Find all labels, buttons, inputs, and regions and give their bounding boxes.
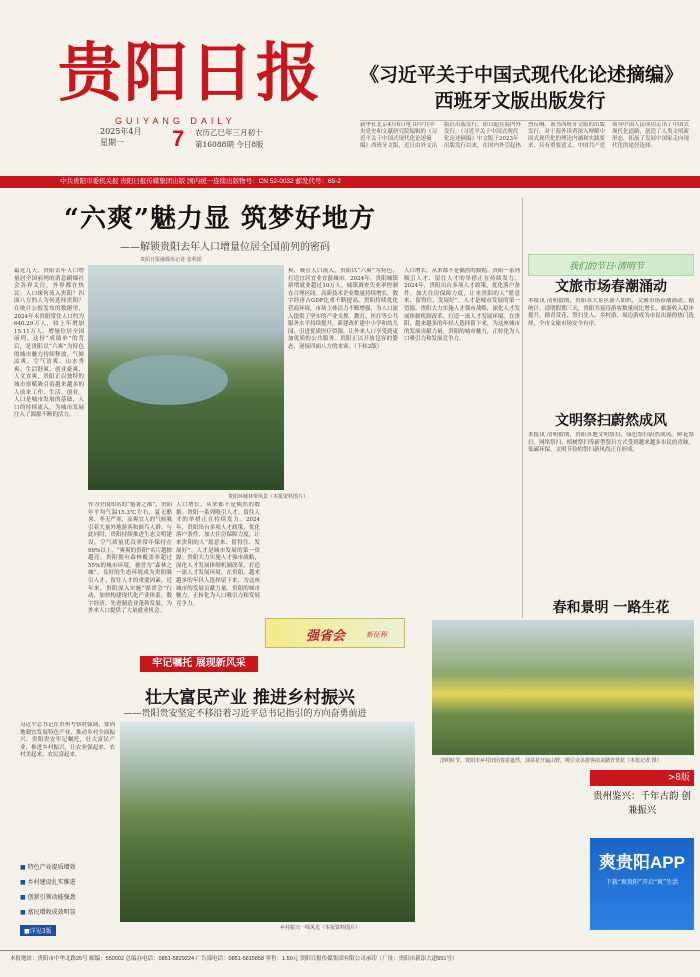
newspaper-logo-english: GUIYANG DAILY bbox=[115, 116, 236, 126]
article-column-1: 最近几天，贵阳去年人口增量居全国前列的消息刷爆社会各界关注，外界都在热议：人口缘何流入贵阳？四面八方的人为何选择贵阳？在统计公报发布的数据里，2024年末贵阳常住人口约为640.29万人，较上年增加15.11万人，增量位居全国前列。这份“成绩单”的背后，是贵阳以“六爽”为特色的城市魅力持续释放。气候凉爽、空气清爽、山水秀爽、生活舒爽、创业豪爽、人文直爽，贵阳正以独特的城市禀赋吸引着越来越多的人前来工作、生活、创业。人口是城市发展的基础，人口的持续流入，为城市发展注入了源源不断的活力。 bbox=[14, 268, 84, 419]
byline: 贵阳日报融媒体记者 张利娟 bbox=[140, 257, 202, 263]
banner-slogan: 强省会 bbox=[306, 629, 346, 644]
lake-shape bbox=[108, 355, 228, 405]
rural-revitalization-subheadline: ——贵阳贵安坚定不移沿着习近平总书记指引的方向奋勇前进 bbox=[123, 709, 367, 719]
rural-photo-caption: 乡村振兴一线风光（本报资料图片） bbox=[280, 925, 361, 931]
app-name: 爽贵阳APP bbox=[599, 853, 685, 872]
publication-info-bar: 中共贵阳市委机关报 贵阳日报传媒集团出版 国内统一连续出版物号：CN 52-0032 邮发代号：65-2 bbox=[0, 176, 700, 188]
footer: 本报地址：贵阳市中华北路25号 邮编：550002 总编办电话：0851-5829224 广告部电话：0851-5815858 零售：1.50元 贵阳日报传媒集团有限公司承印（厂址：贵阳市新添大道551号） bbox=[0, 950, 700, 977]
highlight-item: ■ 创新引领动能强劲 bbox=[20, 890, 115, 905]
lead-title-line-2: 西班牙文版出版发行 bbox=[434, 90, 606, 112]
rural-revitalization-headline[interactable]: 壮大富民产业 推进乡村振兴 bbox=[145, 688, 355, 708]
rural-revitalization-intro: 习近平总书记在贵州考察时强调，要因地制宜发展特色产业，推动乡村全面振兴。贵阳贵安牢记嘱托，壮大富民产业，推进乡村振兴，让农业强起来、农村美起来、农民富起来。 bbox=[20, 722, 115, 759]
article-column-5: 人口增长，从来都不是偶然的数据。贵阳一系列吸引人才、留住人才的举措正在持续发力。2024年，贵阳出台多项人才政策，优化落户条件，加大住房保障力度，让来贵阳的人“愿意来、留得住、发展好”。人才是城市发展的第一资源。贵阳大力实施人才强市战略，深化人才发展体制机制改革，打造一流人才发展环境。在贵阳，越来越多的年轻人选择留下来，为这座城市的发展贡献力量。贵阳的城市魅力，正转化为人口吸引力和发展竞争力。 bbox=[404, 268, 520, 343]
article-title-culture-tourism[interactable]: 文旅市场春潮涌动 bbox=[555, 279, 667, 295]
main-photo bbox=[88, 265, 284, 490]
rural-photo bbox=[120, 722, 415, 922]
page-number: 7 bbox=[172, 126, 185, 151]
photo-title-spring[interactable]: 春和景明 一路生花 bbox=[552, 600, 670, 616]
banner-sub: 新征程 bbox=[366, 631, 387, 639]
app-advertisement[interactable] bbox=[590, 838, 694, 930]
highlight-item: ■ 特色产业提质增效 bbox=[20, 860, 115, 875]
date: 2025年4月 bbox=[100, 127, 142, 136]
spring-photo-caption: 清明时节，贵阳市乡村田园春意盎然，油菜花开遍山野，吸引众多游客前来踏青赏花（本报记者 摄） bbox=[440, 758, 662, 764]
teaser-page-tag[interactable]: >8版 bbox=[590, 770, 694, 786]
article-body-culture-tourism: 本报讯 清明假期，贵阳各大景区游人如织，文旅市场春潮涌动。据统计，清明假期三天，贵阳共接待游客数量同比增长，旅游收入稳步提升。踏青赏花、祭扫先人、乡村游、周边游成为市民出游的热门选择，全市文旅市场安全有序。 bbox=[528, 298, 694, 327]
qiang-sheng-hui-banner bbox=[265, 618, 405, 648]
weekday: 星期一 bbox=[100, 138, 124, 147]
continued-tag[interactable]: ■详见3版 bbox=[20, 925, 56, 936]
column-divider bbox=[522, 198, 523, 618]
teaser-headline[interactable]: 贵州鉴兴：千年古韵 创兼振兴 bbox=[592, 791, 692, 816]
main-photo-caption: 贵阳环城林带风景（本报资料图片） bbox=[228, 494, 309, 500]
lead-title-line-1: 《习近平关于中国式现代化论述摘编》 bbox=[360, 64, 684, 86]
highlight-item: ■ 富民增收成效明显 bbox=[20, 905, 115, 920]
main-subheadline: ——解锁贵阳去年人口增量位居全国前列的密码 bbox=[120, 242, 330, 253]
newspaper-logo: 贵阳日报 bbox=[58, 36, 322, 111]
divider bbox=[360, 120, 690, 121]
app-slogan: 下载“爽贵阳”开启“爽”生活 bbox=[605, 879, 679, 886]
article-column-3: 人口增长，从来都不是偶然的数据。贵阳一系列吸引人才、留住人才的举措正在持续发力。2024年，贵阳出台多项人才政策，优化落户条件，加大住房保障力度，让来贵阳的人“愿意来、留得住、发展好”。人才是城市发展的第一资源。贵阳大力实施人才强市战略，深化人才发展体制机制改革，打造一流人才发展环境。在贵阳，越来越多的年轻人选择留下来，为这座城市的发展贡献力量。贵阳的城市魅力，正转化为人口吸引力和发展竞争力。 bbox=[176, 502, 260, 607]
lunar-date: 农历乙巳年三月初十 bbox=[195, 128, 263, 137]
section-tag: 牢记嘱托 展现新风采 bbox=[140, 656, 258, 672]
main-headline[interactable]: “六爽”魅力显 筑梦好地方 bbox=[64, 204, 376, 234]
highlight-item: ■ 乡村建设扎实推进 bbox=[20, 875, 115, 890]
lead-article-body: 新华社北京4月6日电 由中共中央党史和文献研究院编辑的《习近平关于中国式现代化论述摘编》西班牙文版，近日由外文出版社出版发行，即日起在海内外发行。《习近平关于中国式现代化论述摘编》中文版于2023年出版发行以来，在国内外引起热烈反响。该书西班牙文版的出版发行，对于海外读者深入理解中国式现代化的理论内涵和实践要求，具有重要意义。中国共产党领导中国人民成功走出了中国式现代化道路，创造了人类文明新形态，拓展了发展中国家走向现代化的途径选择。 bbox=[360, 122, 690, 149]
festival-banner-text: 我们的节日·清明节 bbox=[569, 262, 644, 272]
article-column-2: 作为全国知名的“避暑之都”，贵阳年平均气温15.3℃左右，夏无酷暑、冬无严寒，凉爽宜人的气候吸引着大量外地游客和候鸟人群。与此同时，贵阳持续推进生态文明建设，空气质量优良率常年保持在98%以上，“爽爽的贵阳”名片越擦越亮。贵阳拥有森林覆盖率超过55%的城市环境，被誉为“森林之城”。良好的生态环境成为贵阳吸引人才、留住人才的重要因素。近年来，贵阳深入实施“强省会”行动，加快构建现代化产业体系，数字经济、先进制造业蓬勃发展，为外来人口提供了大量就业机会。 bbox=[88, 502, 172, 615]
highlights-list bbox=[20, 860, 115, 920]
festival-banner bbox=[528, 254, 694, 276]
article-column-4: 爽，吸引人口流入。贵阳以“六爽”为特色，打造宜居宜业宜游城市。2024年，贵阳城镇新增就业超过10万人，城镇调查失业率控制在合理区间。高新技术企业数量持续增长，数字经济占GDP比重不断提高。贵阳持续优化营商环境，市场主体活力不断增强，为人口流入提供了坚实的产业支撑。教育、医疗等公共服务水平持续提升，新建改扩建中小学和幼儿园，引进优质医疗资源，让外来人口享受到更加优质的公共服务。贵阳正以开放包容的姿态，迎接四面八方的来客。（下转2版） bbox=[288, 268, 398, 350]
article-body-civilized-worship: 本报讯 清明假期，贵阳各地文明祭扫、绿色祭扫蔚然成风。鲜花祭扫、网络祭扫、植树祭扫等新型祭扫方式受到越来越多市民的青睐，低碳环保、文明节俭的祭扫新风尚正在形成。 bbox=[528, 432, 694, 454]
article-title-civilized-worship[interactable]: 文明祭扫蔚然成风 bbox=[555, 413, 667, 429]
spring-photo bbox=[432, 620, 694, 755]
issue-number: 第16088期 今日8版 bbox=[195, 140, 264, 149]
